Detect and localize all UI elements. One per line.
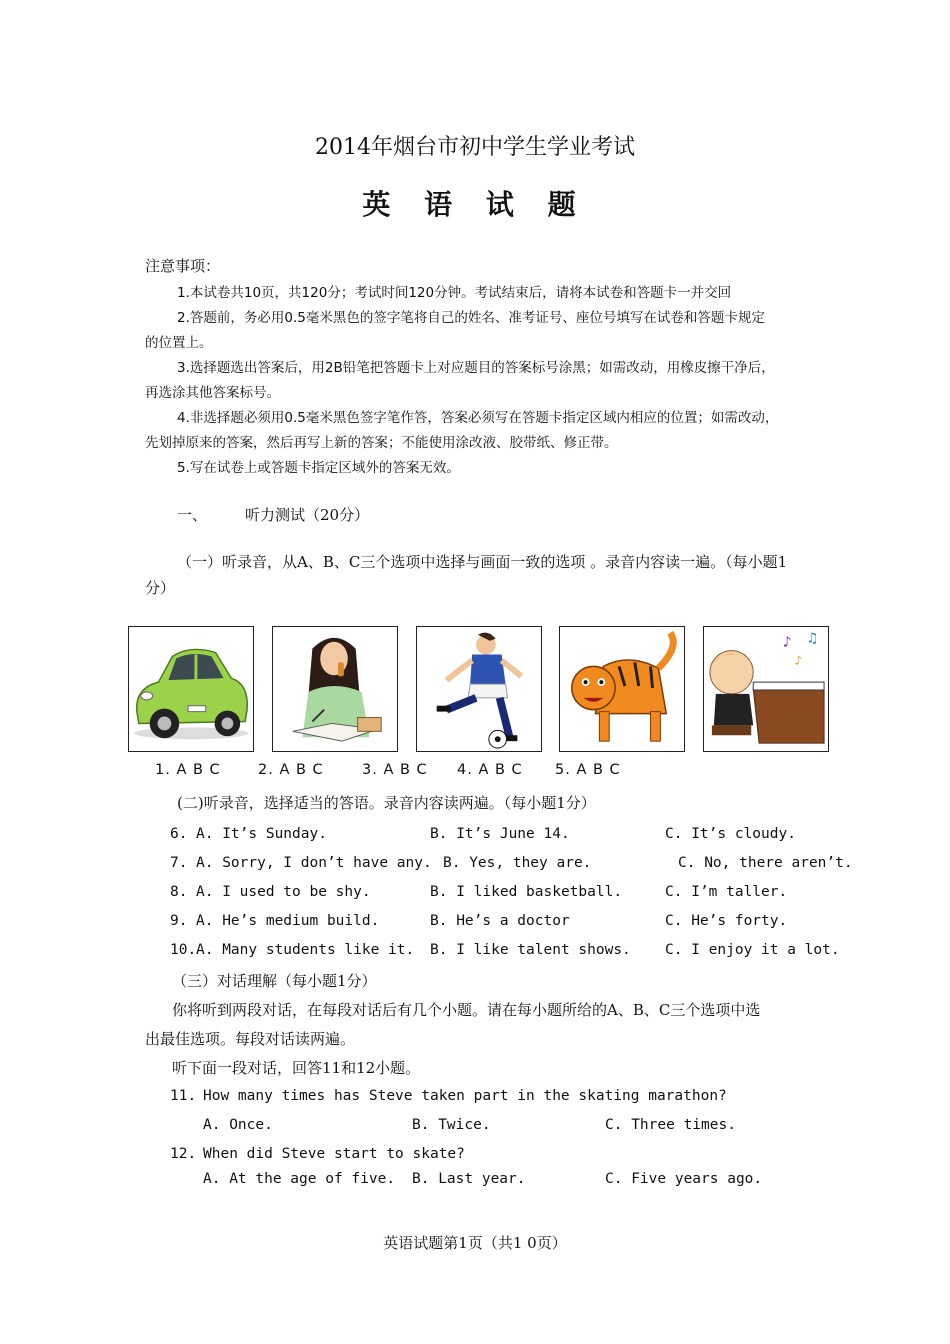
question-12-option-a: A. At the age of five. [203, 1171, 396, 1187]
question-12-option-c: C. Five years ago. [605, 1171, 763, 1187]
svg-text:♫: ♫ [806, 630, 819, 647]
exam-subtitle: 英 语 试 题 [362, 188, 588, 221]
question-8-option-c: C. I’m taller. [665, 884, 788, 900]
question-8-number: 8. [170, 884, 188, 900]
question-11-number: 11. [170, 1088, 197, 1104]
question-11-option-a: A. Once. [203, 1117, 273, 1133]
notice-line-3-cont: 再选涂其他答案标号。 [145, 385, 280, 401]
question-11-option-b: B. Twice. [412, 1117, 491, 1133]
picture-label-1: 1. A B C [155, 762, 221, 778]
part3-intro-1: 你将听到两段对话，在每段对话后有几个小题。请在每小题所给的A、B、C三个选项中选 [172, 1001, 761, 1019]
notice-line-4: 4.非选择题必须用0.5毫米黑色签字笔作答，答案必须写在答题卡指定区域内相应的位置；如需改动， [177, 410, 779, 426]
question-8-option-b: B. I liked basketball. [430, 884, 623, 900]
question-7-option-a: A. Sorry, I don’t have any. [196, 855, 432, 871]
notice-line-4-cont: 先划掉原来的答案，然后再写上新的答案；不能使用涂改液、胶带纸、修正带。 [145, 435, 618, 451]
notice-heading: 注意事项： [145, 257, 221, 275]
question-10-option-a: A. Many students like it. [196, 942, 415, 958]
question-10-option-b: B. I like talent shows. [430, 942, 631, 958]
question-6-option-a: A. It’s Sunday. [196, 826, 327, 842]
picture-label-3: 3. A B C [362, 762, 428, 778]
picture-label-4: 4. A B C [457, 762, 523, 778]
question-6-number: 6. [170, 826, 188, 842]
question-10-number: 10. [170, 942, 197, 958]
car-picture [128, 626, 254, 752]
notice-line-2: 2.答题前，务必用0.5毫米黑色的签字笔将自己的姓名、准考证号、座位号填写在试卷和答题卡规定 [177, 310, 765, 326]
notice-line-5: 5.写在试卷上或答题卡指定区域外的答案无效。 [177, 460, 460, 476]
svg-text:♪: ♪ [782, 634, 792, 651]
question-9-option-b: B. He’s a doctor [430, 913, 570, 929]
soccer-player-picture [416, 626, 542, 752]
part2-instruction: (二)听录音，选择适当的答语。录音内容读两遍。（每小题1分） [177, 794, 596, 812]
svg-text:♪: ♪ [794, 653, 803, 668]
part3-intro-3: 听下面一段对话，回答11和12小题。 [172, 1059, 421, 1077]
question-8-option-a: A. I used to be shy. [196, 884, 371, 900]
section-number: 一、 [177, 506, 208, 524]
part1-instruction-cont: 分） [145, 579, 176, 597]
boy-at-piano-picture [703, 626, 829, 752]
question-11-text: How many times has Steve taken part in the skating marathon? [203, 1088, 727, 1104]
part3-intro-2: 出最佳选项。每段对话读两遍。 [145, 1030, 356, 1048]
notice-line-3: 3.选择题选出答案后，用2B铅笔把答题卡上对应题目的答案标号涂黑；如需改动，用橡皮擦干净后， [177, 360, 775, 376]
question-12-option-b: B. Last year. [412, 1171, 526, 1187]
picture-label-5: 5. A B C [555, 762, 621, 778]
question-9-number: 9. [170, 913, 188, 929]
question-9-option-c: C. He’s forty. [665, 913, 788, 929]
question-12-text: When did Steve start to skate? [203, 1146, 465, 1162]
tiger-picture [559, 626, 685, 752]
question-10-option-c: C. I enjoy it a lot. [665, 942, 840, 958]
section-title: 听力测试（20分） [245, 506, 370, 524]
notice-line-1: 1.本试卷共10页，共120分；考试时间120分钟。考试结束后，请将本试卷和答题卡一并交回 [177, 285, 732, 301]
question-7-option-c: C. No, there aren’t. [678, 855, 853, 871]
page-footer: 英语试题第1页（共1 0页） [383, 1234, 567, 1252]
notice-line-2-cont: 的位置上。 [145, 335, 213, 351]
girl-on-phone-picture [272, 626, 398, 752]
part1-instruction: （一）听录音，从A、B、C三个选项中选择与画面一致的选项 。录音内容读一遍。（每小题1 [177, 553, 788, 571]
exam-title: 2014年烟台市初中学生学业考试 [315, 135, 635, 160]
question-7-option-b: B. Yes, they are. [443, 855, 592, 871]
question-11-option-c: C. Three times. [605, 1117, 736, 1133]
question-7-number: 7. [170, 855, 188, 871]
picture-label-2: 2. A B C [258, 762, 324, 778]
question-12-number: 12. [170, 1146, 197, 1162]
question-6-option-b: B. It’s June 14. [430, 826, 570, 842]
part3-title: （三）对话理解（每小题1分） [172, 972, 377, 990]
question-9-option-a: A. He’s medium build. [196, 913, 380, 929]
question-6-option-c: C. It’s cloudy. [665, 826, 796, 842]
